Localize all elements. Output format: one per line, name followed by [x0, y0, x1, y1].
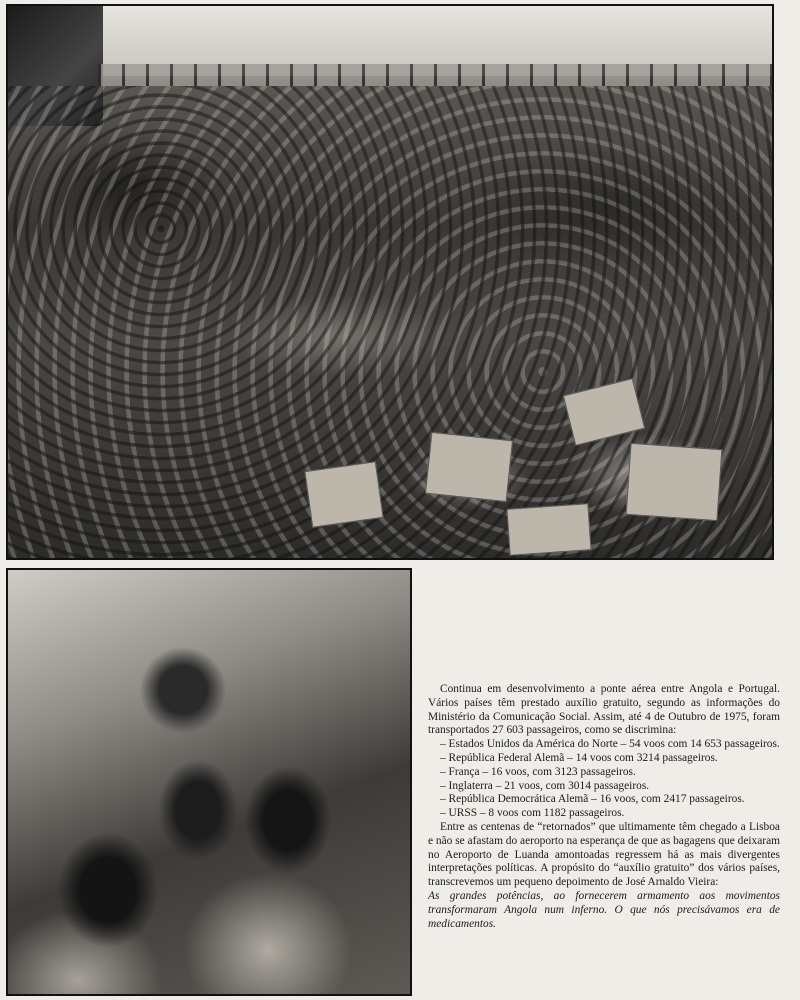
luggage-box [425, 432, 513, 502]
luggage-box [626, 443, 723, 521]
list-item: – URSS – 8 voos com 1182 passageiros. [440, 807, 625, 820]
luggage-box [304, 461, 383, 527]
article-quote: As grandes potências, ao fornecerem armamento aos movimentos transformaram Angola num inferno. O que nós precisávamos era de medicamentos. [428, 889, 780, 930]
article-text [428, 683, 780, 931]
airport-fence [98, 64, 774, 86]
article-intro: Continua em desenvolvimento a ponte aérea entre Angola e Portugal. Vários países têm prestado auxílio gratuito, segundo as informações do Ministério da Comunicação Social. Assim, até 4 de Outubro de 1975, foram transportados 27 603 passageiros, como se discrimina: [428, 683, 780, 737]
airport-crowd-photo [6, 4, 774, 560]
article-paragraph: Entre as centenas de “retornados” que ultimamente têm chegado a Lisboa e não se afastam do aeroporto na esperança de que as bagagens que deixaram no Aeroporto de Luanda amontoadas regressem há as mais divergentes interpretações políticas. A propósito do “auxílio gratuito” dos vários países, transcrevemos um pequeno depoimento de José Arnaldo Vieira: [428, 820, 780, 889]
children-refugees-photo [6, 568, 412, 996]
list-item: – Estados Unidos da América do Norte – 54 voos com 14 653 passageiros. [440, 738, 780, 751]
list-item: – França – 16 voos, com 3123 passageiros. [440, 765, 636, 778]
list-item: – República Democrática Alemã – 16 voos, com 2417 passageiros. [440, 793, 745, 806]
list-item: – Inglaterra – 21 voos, com 3014 passageiros. [440, 779, 650, 792]
list-item: – República Federal Alemã – 14 voos com 3214 passageiros. [440, 751, 718, 764]
luggage-box [506, 503, 591, 556]
